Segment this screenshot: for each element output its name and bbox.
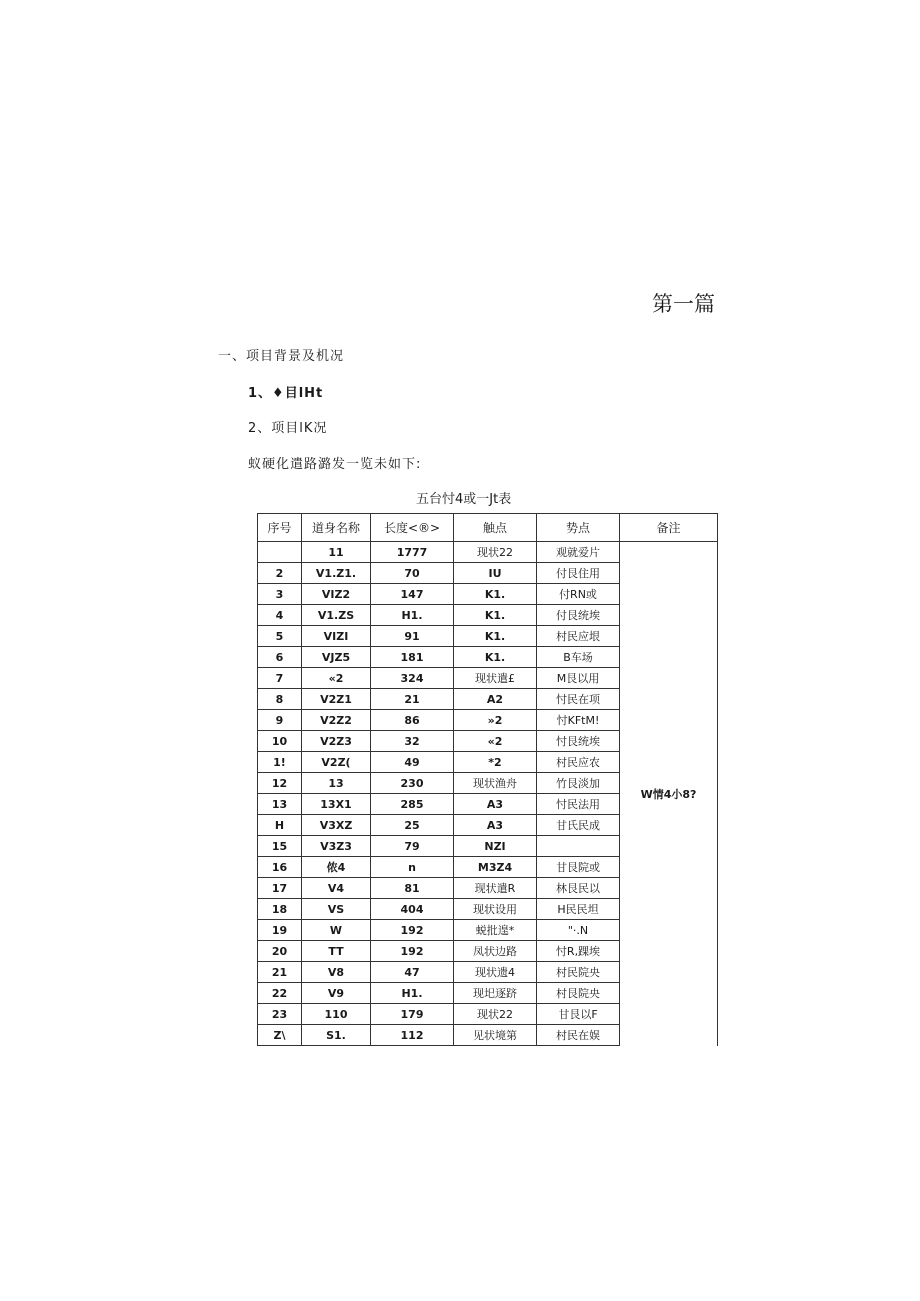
cell-end: "·.N	[537, 920, 620, 941]
cell-length: 147	[371, 584, 454, 605]
cell-name: 13	[302, 773, 371, 794]
cell-name: 110	[302, 1004, 371, 1025]
cell-start: 现圯逐跻	[454, 983, 537, 1004]
cell-no: 16	[258, 857, 302, 878]
header-no: 序号	[258, 514, 302, 542]
cell-name: V1.ZS	[302, 605, 371, 626]
cell-name: V2Z3	[302, 731, 371, 752]
subheading-1: 1、♦目lHt	[248, 386, 324, 401]
cell-length: 21	[371, 689, 454, 710]
cell-no: H	[258, 815, 302, 836]
cell-start: A3	[454, 794, 537, 815]
cell-start: 蜕批遑*	[454, 920, 537, 941]
cell-end: 甘氏民成	[537, 815, 620, 836]
cell-start: K1.	[454, 584, 537, 605]
cell-start: K1.	[454, 626, 537, 647]
cell-end: 甘艮院或	[537, 857, 620, 878]
cell-length: 86	[371, 710, 454, 731]
cell-length: H1.	[371, 605, 454, 626]
cell-name: «2	[302, 668, 371, 689]
cell-length: 285	[371, 794, 454, 815]
cell-start: 现状设用	[454, 899, 537, 920]
cell-start: IU	[454, 563, 537, 584]
header-remark: 备注	[620, 514, 718, 542]
cell-end: B车场	[537, 647, 620, 668]
cell-length: 1777	[371, 542, 454, 563]
cell-no: 13	[258, 794, 302, 815]
cell-end: 竹艮淡加	[537, 773, 620, 794]
cell-name: 11	[302, 542, 371, 563]
cell-no	[258, 542, 302, 563]
cell-length: 79	[371, 836, 454, 857]
cell-start: A3	[454, 815, 537, 836]
cell-end: 忖民法用	[537, 794, 620, 815]
cell-length: 112	[371, 1025, 454, 1046]
cell-name: V1.Z1.	[302, 563, 371, 584]
cell-start: 凤状边路	[454, 941, 537, 962]
cell-no: 8	[258, 689, 302, 710]
cell-length: n	[371, 857, 454, 878]
cell-length: 230	[371, 773, 454, 794]
cell-start: 现状遣£	[454, 668, 537, 689]
cell-no: 6	[258, 647, 302, 668]
header-length: 长度<®>	[371, 514, 454, 542]
cell-end	[537, 836, 620, 857]
cell-no: 21	[258, 962, 302, 983]
cell-end: 观就爱片	[537, 542, 620, 563]
section-heading: 一、项目背景及机况	[218, 349, 345, 364]
cell-start: M3Z4	[454, 857, 537, 878]
cell-name: W	[302, 920, 371, 941]
cell-no: 9	[258, 710, 302, 731]
cell-end: 忖KFtM!	[537, 710, 620, 731]
cell-no: 10	[258, 731, 302, 752]
cell-length: 49	[371, 752, 454, 773]
cell-no: 2	[258, 563, 302, 584]
header-name: 道身名称	[302, 514, 371, 542]
road-table	[257, 513, 718, 1046]
cell-no: 15	[258, 836, 302, 857]
cell-end: 村民院央	[537, 962, 620, 983]
cell-end: 林艮民以	[537, 878, 620, 899]
cell-name: V3XZ	[302, 815, 371, 836]
cell-length: 181	[371, 647, 454, 668]
cell-end: 忖民在项	[537, 689, 620, 710]
cell-no: 12	[258, 773, 302, 794]
cell-length: 179	[371, 1004, 454, 1025]
cell-start: K1.	[454, 647, 537, 668]
cell-name: V2Z(	[302, 752, 371, 773]
cell-name: 侬4	[302, 857, 371, 878]
cell-name: 13X1	[302, 794, 371, 815]
cell-name: VIZI	[302, 626, 371, 647]
cell-start: 现状遗4	[454, 962, 537, 983]
cell-name: VJZ5	[302, 647, 371, 668]
cell-length: 70	[371, 563, 454, 584]
header-start: 触点	[454, 514, 537, 542]
cell-end: 村民应农	[537, 752, 620, 773]
cell-start: »2	[454, 710, 537, 731]
cell-end: H民民坦	[537, 899, 620, 920]
cell-length: 192	[371, 941, 454, 962]
chapter-title: 第一篇	[652, 292, 715, 316]
cell-length: 25	[371, 815, 454, 836]
cell-start: K1.	[454, 605, 537, 626]
cell-no: 1!	[258, 752, 302, 773]
cell-length: 32	[371, 731, 454, 752]
cell-name: TT	[302, 941, 371, 962]
cell-no: 22	[258, 983, 302, 1004]
cell-no: Z\	[258, 1025, 302, 1046]
cell-start: 现状渔舟	[454, 773, 537, 794]
cell-no: 3	[258, 584, 302, 605]
cell-remark: W情4小8?	[620, 542, 718, 1046]
cell-start: «2	[454, 731, 537, 752]
cell-no: 18	[258, 899, 302, 920]
cell-length: H1.	[371, 983, 454, 1004]
cell-length: 91	[371, 626, 454, 647]
cell-no: 19	[258, 920, 302, 941]
table-caption: 五台忖4或一Jt表	[416, 492, 512, 507]
table-row	[258, 542, 718, 563]
cell-name: V3Z3	[302, 836, 371, 857]
cell-start: NZI	[454, 836, 537, 857]
cell-name: S1.	[302, 1025, 371, 1046]
header-end: 势点	[537, 514, 620, 542]
cell-end: 忖艮统埃	[537, 731, 620, 752]
cell-start: 现状22	[454, 542, 537, 563]
cell-length: 47	[371, 962, 454, 983]
cell-end: 村艮院央	[537, 983, 620, 1004]
cell-start: 现状遣R	[454, 878, 537, 899]
cell-end: 付RN或	[537, 584, 620, 605]
cell-start: 见状境第	[454, 1025, 537, 1046]
cell-length: 81	[371, 878, 454, 899]
cell-name: V4	[302, 878, 371, 899]
cell-name: VIZ2	[302, 584, 371, 605]
cell-no: 20	[258, 941, 302, 962]
cell-start: *2	[454, 752, 537, 773]
cell-length: 192	[371, 920, 454, 941]
cell-end: 忖R,踝埃	[537, 941, 620, 962]
cell-end: 甘艮以F	[537, 1004, 620, 1025]
cell-start: 现状22	[454, 1004, 537, 1025]
cell-no: 17	[258, 878, 302, 899]
cell-name: VS	[302, 899, 371, 920]
cell-end: 村民应垠	[537, 626, 620, 647]
cell-name: V2Z2	[302, 710, 371, 731]
cell-name: V2Z1	[302, 689, 371, 710]
cell-name: V9	[302, 983, 371, 1004]
cell-no: 4	[258, 605, 302, 626]
cell-no: 7	[258, 668, 302, 689]
cell-no: 5	[258, 626, 302, 647]
cell-start: A2	[454, 689, 537, 710]
cell-end: 付艮统埃	[537, 605, 620, 626]
cell-end: 村民在娱	[537, 1025, 620, 1046]
cell-end: M艮以用	[537, 668, 620, 689]
cell-end: 付艮住用	[537, 563, 620, 584]
intro-text: 蚁硬化遣路潞发一览未如下:	[248, 457, 422, 472]
cell-name: V8	[302, 962, 371, 983]
cell-length: 324	[371, 668, 454, 689]
cell-length: 404	[371, 899, 454, 920]
cell-no: 23	[258, 1004, 302, 1025]
subheading-2: 2、项目lK况	[248, 421, 328, 436]
table-header-row	[258, 514, 718, 542]
